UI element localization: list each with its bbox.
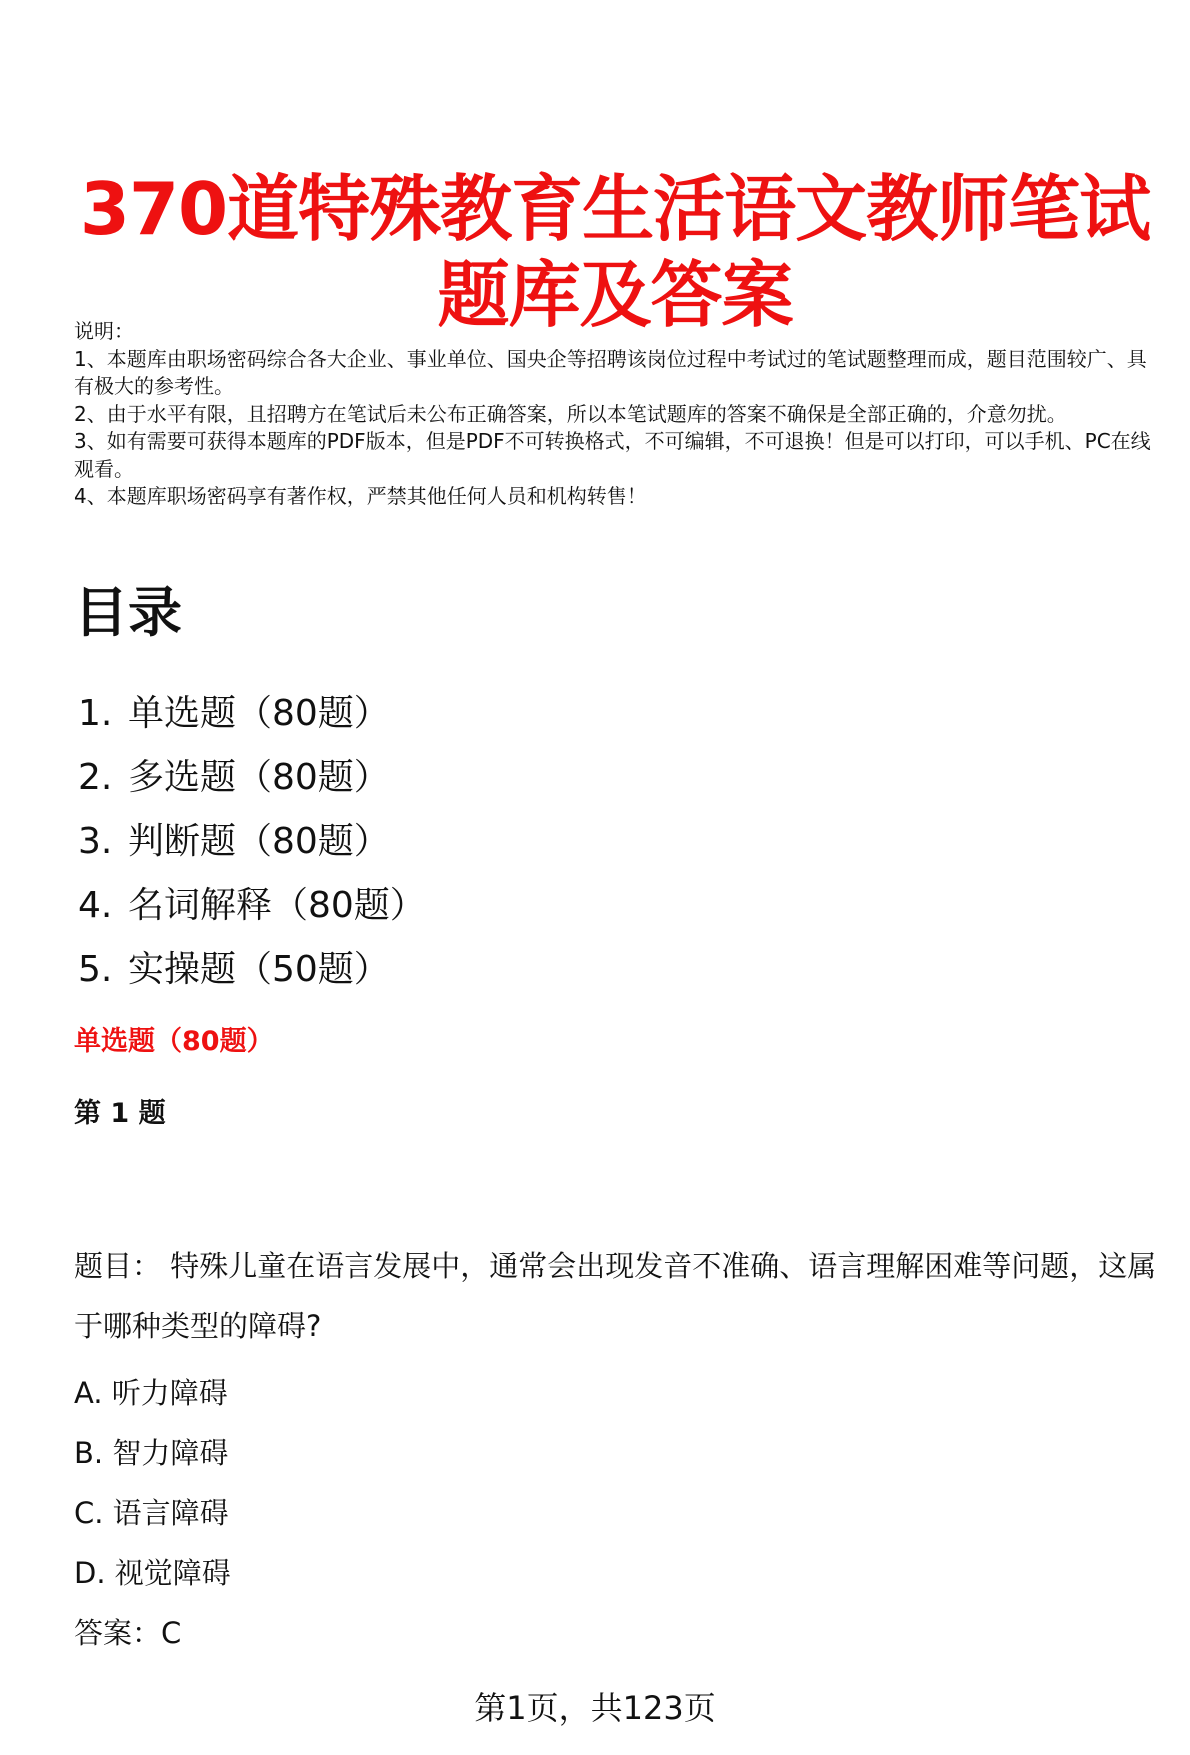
option-a: A. 听力障碍 xyxy=(74,1376,228,1410)
toc-item[interactable] xyxy=(78,938,426,1002)
toc-item[interactable] xyxy=(78,874,426,938)
toc-item-label: 判断题（80题） xyxy=(128,821,390,862)
toc-item[interactable] xyxy=(78,682,426,746)
toc-item-number: 2. xyxy=(78,757,113,798)
toc-item-number: 5. xyxy=(78,949,113,990)
notes-label: 说明： xyxy=(74,319,134,343)
toc-item-number: 4. xyxy=(78,885,113,926)
toc-item-label: 名词解释（80题） xyxy=(128,885,426,926)
document-title: 370道特殊教育生活语文教师笔试题库及答案 xyxy=(79,167,1151,338)
toc-item-label: 单选题（80题） xyxy=(128,693,390,734)
question-stem: 题目： 特殊儿童在语言发展中，通常会出现发音不准确、语言理解困难等问题，这属于哪种类型的障碍? xyxy=(74,1249,1157,1343)
section-heading: 单选题（80题） xyxy=(74,1026,274,1057)
option-b: B. 智力障碍 xyxy=(74,1436,229,1470)
note-item: 3、如有需要可获得本题库的PDF版本，但是PDF不可转换格式，不可编辑，不可退换！但是可以打印，可以手机、PC在线观看。 xyxy=(74,429,1151,481)
toc-list xyxy=(78,682,426,1002)
toc-item-label: 多选题（80题） xyxy=(128,757,390,798)
toc-item-label: 实操题（50题） xyxy=(128,949,390,990)
toc-item[interactable] xyxy=(78,746,426,810)
option-c: C. 语言障碍 xyxy=(74,1496,229,1530)
page-footer: 第1页，共123页 xyxy=(474,1689,716,1727)
note-item: 2、由于水平有限，且招聘方在笔试后未公布正确答案，所以本笔试题库的答案不确保是全部正确的，介意勿扰。 xyxy=(74,401,1067,426)
note-item: 4、本题库职场密码享有著作权，严禁其他任何人员和机构转售！ xyxy=(74,484,647,508)
note-item: 1、本题库由职场密码综合各大企业、事业单位、国央企等招聘该岗位过程中考试过的笔试题整理而成，题目范围较广、具有极大的参考性。 xyxy=(74,346,1147,398)
toc-item-number: 3. xyxy=(78,821,113,862)
toc-heading: 目录 xyxy=(74,581,182,644)
notes-block xyxy=(74,318,1152,511)
toc-item[interactable] xyxy=(78,810,426,874)
question-number: 第 1 题 xyxy=(74,1098,166,1129)
question-options xyxy=(74,1363,231,1603)
question-answer: 答案：C xyxy=(74,1616,182,1650)
option-d: D. 视觉障碍 xyxy=(74,1556,231,1590)
toc-item-number: 1. xyxy=(78,693,113,734)
